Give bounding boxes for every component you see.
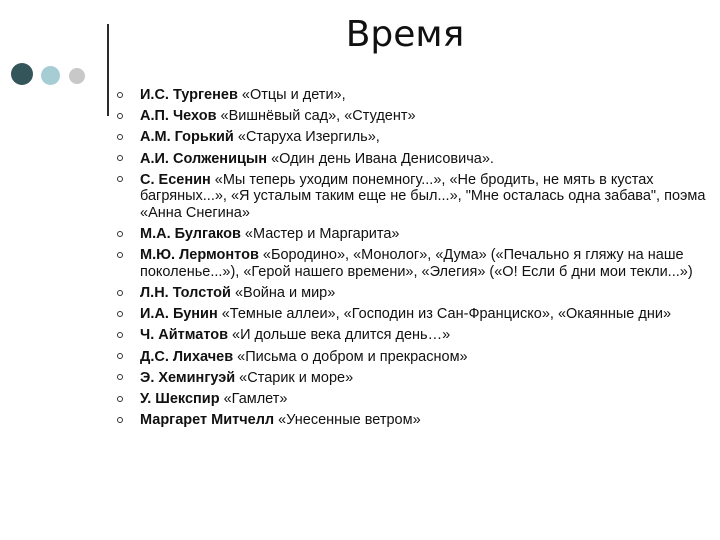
author-works-list (112, 87, 712, 433)
author-name: И.А. Бунин (140, 306, 218, 323)
bullet-icon (117, 311, 123, 317)
author-name: А.М. Горький (140, 129, 234, 146)
list-item (112, 247, 712, 280)
works-text: «Унесенные ветром» (274, 412, 421, 429)
bullet-icon (117, 353, 123, 359)
list-item (112, 391, 712, 408)
list-item (112, 226, 712, 243)
list-item (112, 172, 712, 222)
author-name: С. Есенин (140, 171, 211, 188)
works-text: «Мы теперь уходим понемногу...», «Не бродить, не мять в кустах багряных...», «Я усталым таким еще не был...», "Мне осталась одна забава", поэма «Анна Снегина» (140, 171, 706, 221)
bullet-icon (117, 134, 123, 140)
author-name: М.А. Булгаков (140, 226, 241, 243)
works-text: «Вишнёвый сад», «Студент» (216, 108, 416, 125)
author-name: Маргарет Митчелл (140, 412, 275, 429)
slide-title: Время (345, 14, 465, 55)
author-name: А.И. Солженицын (140, 150, 268, 167)
list-item (112, 306, 712, 323)
bullet-icon (117, 113, 123, 119)
decorative-dot-dark (11, 63, 33, 85)
author-name: Э. Хемингуэй (140, 369, 236, 386)
works-text: «Отцы и дети», (237, 87, 346, 103)
works-text: «Гамлет» (219, 391, 288, 408)
bullet-icon (117, 231, 123, 237)
bullet-icon (117, 417, 123, 423)
works-text: «Бородино», «Монолог», «Дума» («Печально я гляжу на наше поколенье...»), «Герой нашего времени», «Элегия» («О! Если б дни мои текли...») (140, 247, 693, 280)
author-name: И.С. Тургенев (140, 87, 238, 103)
list-item (112, 285, 712, 302)
list-item (112, 349, 712, 366)
list-item (112, 151, 712, 168)
list-item (112, 412, 712, 429)
bullet-icon (117, 155, 123, 161)
list-item (112, 108, 712, 125)
bullet-icon (117, 374, 123, 380)
works-text: «И дольше века длится день…» (228, 327, 451, 344)
bullet-icon (117, 332, 123, 338)
works-text: «Старик и море» (235, 369, 354, 386)
works-text: «Мастер и Маргарита» (240, 226, 400, 243)
bullet-icon (117, 290, 123, 296)
author-name: У. Шекспир (140, 391, 220, 408)
works-text: «Темные аллеи», «Господин из Сан-Франциско», «Окаянные дни» (217, 306, 672, 323)
bullet-icon (117, 252, 123, 258)
bullet-icon (117, 396, 123, 402)
works-text: «Старуха Изергиль», (233, 129, 380, 146)
works-text: «Один день Ивана Денисовича». (267, 150, 494, 167)
works-text: «Война и мир» (230, 285, 336, 302)
author-name: Д.С. Лихачев (140, 348, 234, 365)
decorative-dot-light (41, 66, 60, 85)
decorative-vertical-line (107, 24, 109, 116)
decorative-dot-gray (69, 68, 85, 84)
author-name: М.Ю. Лермонтов (140, 247, 259, 264)
author-name: Л.Н. Толстой (140, 285, 231, 302)
list-item (112, 370, 712, 387)
author-name: Ч. Айтматов (140, 327, 229, 344)
bullet-icon (117, 92, 123, 98)
list-item (112, 129, 712, 146)
works-text: «Письма о добром и прекрасном» (233, 348, 468, 365)
list-item (112, 327, 712, 344)
list-item (112, 87, 712, 104)
author-name: А.П. Чехов (140, 108, 217, 125)
bullet-icon (117, 176, 123, 182)
